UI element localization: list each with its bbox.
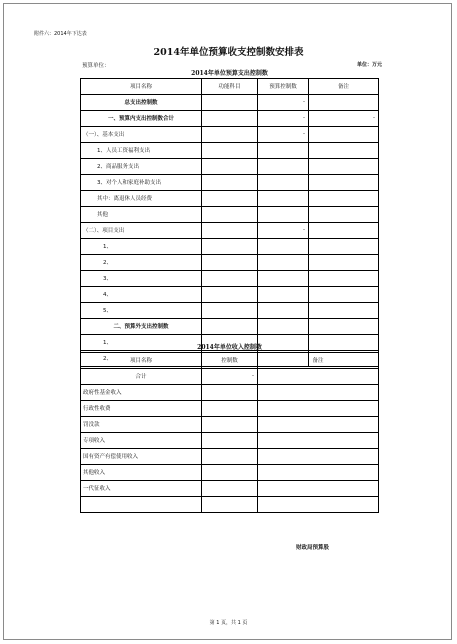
page-title: 2014年单位预算收支控制数安排表 xyxy=(153,47,304,58)
table-cell xyxy=(202,480,258,496)
table-row xyxy=(81,222,379,238)
table-cell: 罚没款 xyxy=(81,416,202,432)
table-cell xyxy=(258,254,309,270)
table-row xyxy=(81,432,379,448)
table-cell xyxy=(202,254,258,270)
table-cell xyxy=(258,286,309,302)
table-cell: 二、预算外支出控制数 xyxy=(81,318,202,334)
table-cell xyxy=(81,496,202,512)
table-cell: 5、 xyxy=(81,302,202,318)
table-cell xyxy=(258,448,379,464)
table-row xyxy=(81,126,379,142)
footer-note: 财政局预算股 xyxy=(296,545,330,551)
table-cell xyxy=(202,126,258,142)
table-cell xyxy=(258,158,309,174)
income-table xyxy=(80,342,379,513)
table-cell: （一）、基本支出 xyxy=(81,126,202,142)
table-cell xyxy=(258,318,309,334)
expense-table xyxy=(80,68,379,367)
table-cell xyxy=(258,400,379,416)
table-cell xyxy=(202,270,258,286)
table-cell xyxy=(202,222,258,238)
table-cell: 1、 xyxy=(81,334,202,350)
table-cell xyxy=(309,126,379,142)
table-row xyxy=(81,206,379,222)
expense-section-title: 2014年单位预算支出控制数 xyxy=(191,70,268,78)
table-cell xyxy=(258,174,309,190)
table-cell xyxy=(202,384,258,400)
table-cell: 政府性基金收入 xyxy=(81,384,202,400)
expense-header-cell: 备注 xyxy=(309,78,379,94)
income-header-cell: 项目名称 xyxy=(81,352,202,368)
table-cell xyxy=(202,158,258,174)
table-cell: 总支出控制数 xyxy=(81,94,202,110)
table-cell: - xyxy=(258,94,309,110)
table-cell xyxy=(309,174,379,190)
table-cell xyxy=(309,270,379,286)
table-cell xyxy=(202,416,258,432)
income-header-row xyxy=(81,352,379,368)
table-cell xyxy=(258,270,309,286)
table-cell xyxy=(202,142,258,158)
table-cell: 一代征收入 xyxy=(81,480,202,496)
table-cell xyxy=(309,254,379,270)
table-cell xyxy=(258,142,309,158)
table-cell xyxy=(309,302,379,318)
table-cell: - xyxy=(258,126,309,142)
table-row xyxy=(81,448,379,464)
table-cell xyxy=(202,206,258,222)
table-cell xyxy=(258,302,309,318)
currency-unit-label: 单位：万元 xyxy=(356,62,382,68)
table-cell xyxy=(202,496,258,512)
table-cell: 其他收入 xyxy=(81,464,202,480)
table-cell: 专项收入 xyxy=(81,432,202,448)
table-cell xyxy=(258,384,379,400)
expense-header-cell: 预算控制数 xyxy=(258,78,309,94)
expense-header-row xyxy=(81,78,379,94)
table-row xyxy=(81,158,379,174)
table-cell xyxy=(258,432,379,448)
table-row xyxy=(81,254,379,270)
table-row xyxy=(81,174,379,190)
table-cell xyxy=(258,238,309,254)
table-cell: 1、人员工资福利支出 xyxy=(81,142,202,158)
table-row xyxy=(81,384,379,400)
table-cell xyxy=(258,206,309,222)
table-cell xyxy=(309,318,379,334)
table-cell xyxy=(309,286,379,302)
table-row xyxy=(81,238,379,254)
table-cell xyxy=(202,318,258,334)
table-cell xyxy=(202,464,258,480)
table-cell xyxy=(309,238,379,254)
expense-header-cell: 项目名称 xyxy=(81,78,202,94)
table-cell: 2、 xyxy=(81,350,202,366)
table-cell xyxy=(202,302,258,318)
page-number: 第 1 页，共 1 页 xyxy=(209,620,248,626)
table-cell: 国有资产有偿使用收入 xyxy=(81,448,202,464)
table-row xyxy=(81,496,379,512)
table-cell: 一、预算内支出控制数合计 xyxy=(81,110,202,126)
table-cell: 3、 xyxy=(81,270,202,286)
table-row xyxy=(81,480,379,496)
table-row xyxy=(81,302,379,318)
table-cell xyxy=(309,222,379,238)
table-cell xyxy=(258,416,379,432)
table-cell: - xyxy=(309,110,379,126)
table-cell xyxy=(309,142,379,158)
table-row xyxy=(81,190,379,206)
table-row xyxy=(81,110,379,126)
table-cell xyxy=(309,158,379,174)
table-cell: 行政性收费 xyxy=(81,400,202,416)
table-cell xyxy=(202,190,258,206)
table-cell: - xyxy=(258,110,309,126)
budget-unit-label: 预算单位： xyxy=(82,63,110,69)
table-row xyxy=(81,416,379,432)
table-row xyxy=(81,270,379,286)
table-row xyxy=(81,400,379,416)
table-cell: （二）、项目支出 xyxy=(81,222,202,238)
table-cell: 2、商品服务支出 xyxy=(81,158,202,174)
table-row xyxy=(81,318,379,334)
table-cell xyxy=(258,464,379,480)
table-cell: - xyxy=(202,368,258,384)
table-row xyxy=(81,142,379,158)
expense-header-cell: 功能科目 xyxy=(202,78,258,94)
table-cell xyxy=(202,174,258,190)
table-cell: 其中：离退休人员经费 xyxy=(81,190,202,206)
table-cell: 4、 xyxy=(81,286,202,302)
table-row xyxy=(81,94,379,110)
table-cell xyxy=(309,206,379,222)
table-cell: - xyxy=(258,222,309,238)
table-cell xyxy=(202,94,258,110)
table-row xyxy=(81,368,379,384)
table-cell xyxy=(202,286,258,302)
table-row xyxy=(81,286,379,302)
table-cell xyxy=(258,496,379,512)
table-cell xyxy=(202,238,258,254)
table-cell xyxy=(258,190,309,206)
income-header-cell: 控制数 xyxy=(202,352,258,368)
table-cell xyxy=(202,110,258,126)
table-cell: 1、 xyxy=(81,238,202,254)
table-cell: 2、 xyxy=(81,254,202,270)
attachment-label: 附件六：2014年下达表 xyxy=(34,31,87,37)
table-cell xyxy=(309,94,379,110)
table-cell xyxy=(202,400,258,416)
table-cell: 其他 xyxy=(81,206,202,222)
table-cell xyxy=(309,190,379,206)
income-header-cell: 备注 xyxy=(258,352,379,368)
table-cell xyxy=(202,432,258,448)
table-row xyxy=(81,464,379,480)
table-cell: 合计 xyxy=(81,368,202,384)
table-cell xyxy=(202,448,258,464)
table-cell: 3、对个人和家庭补助支出 xyxy=(81,174,202,190)
income-section-title: 2014年单位收入控制数 xyxy=(197,344,262,352)
table-cell xyxy=(258,480,379,496)
table-cell xyxy=(258,368,379,384)
